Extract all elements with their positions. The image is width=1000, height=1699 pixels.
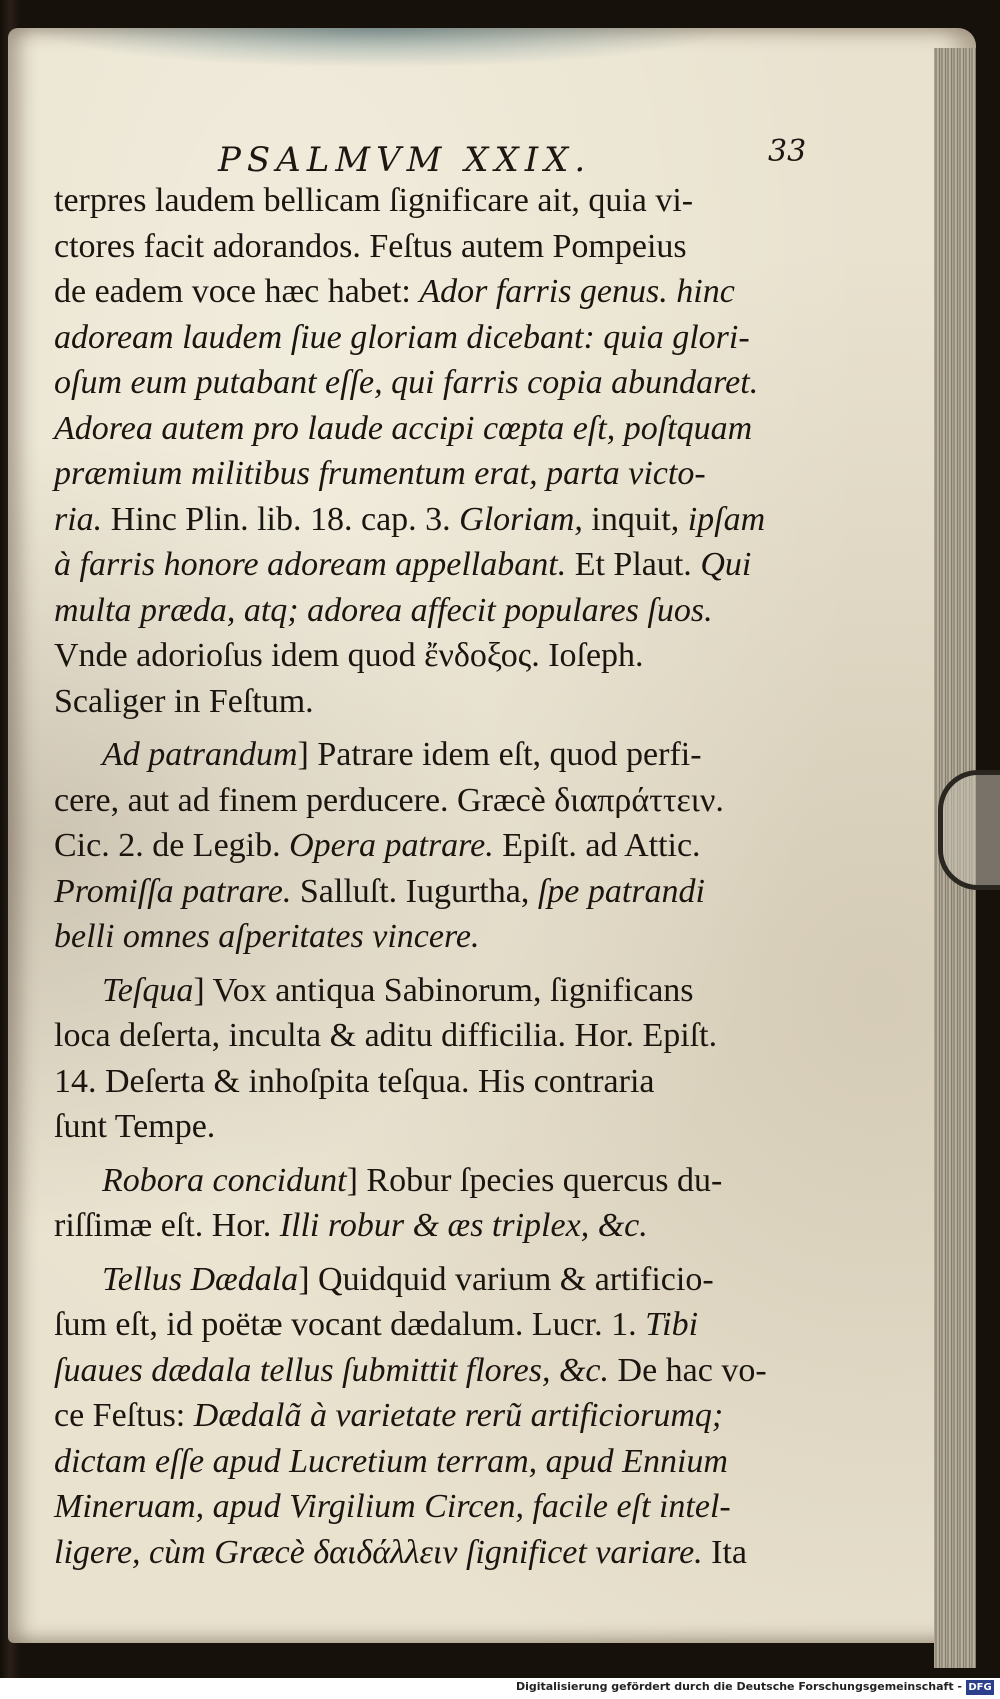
roman-text: ſunt Tempe. — [54, 1108, 216, 1145]
roman-text: terpres laudem bellicam ſignificare ait, quia vi- — [54, 182, 694, 219]
text-line — [54, 542, 824, 588]
text-line — [54, 1348, 824, 1394]
footer-credit: Digitalisierung gefördert durch die Deutsche Forschungsgemeinschaft - — [515, 1680, 962, 1693]
running-head-title: PSALMVM XXIX. — [218, 140, 592, 180]
roman-text: Ita — [702, 1533, 748, 1571]
italic-text: Adorea autem pro laude accipi cœpta eſt, poſtquam — [54, 409, 753, 447]
roman-text: Scaliger in Feſtum. — [54, 682, 314, 720]
roman-text: cere, aut ad finem perducere. Græcè διαπράττειν. — [54, 781, 724, 819]
water-stain — [28, 28, 728, 68]
roman-text: Vnde adorioſus idem quod ἔνδοξος. Ioſeph. — [54, 637, 644, 674]
text-line — [54, 1203, 824, 1249]
body-text — [54, 178, 824, 1575]
text-line — [54, 1439, 824, 1485]
text-line — [54, 360, 824, 406]
text-line — [54, 1530, 824, 1576]
roman-text: ſum eſt, id poëtæ vocant dædalum. Lucr. 1. — [54, 1306, 646, 1343]
text-line — [54, 778, 824, 824]
italic-text: ſuaues dædala tellus ſubmittit flores, &c. — [54, 1351, 610, 1389]
roman-text: ] Robur ſpecies quercus du- — [346, 1161, 723, 1199]
text-line — [54, 315, 824, 361]
roman-text: ] Quidquid varium & artificio- — [298, 1260, 714, 1298]
roman-text: ] Patrare idem eſt, quod perfi- — [297, 736, 702, 773]
roman-text: 14. Deſerta & inhoſpita teſqua. His contraria — [54, 1062, 655, 1100]
text-line — [54, 1158, 824, 1204]
italic-text: Robora concidunt — [102, 1161, 347, 1199]
italic-text: ria. — [54, 500, 103, 538]
italic-text: Qui — [700, 546, 752, 583]
text-line — [54, 406, 824, 452]
paragraph-gap — [54, 960, 824, 968]
roman-text: De hac vo- — [609, 1351, 767, 1389]
dfg-logo: DFG — [966, 1680, 994, 1695]
text-line — [54, 1393, 824, 1439]
italic-text: ligere, cùm Græcè δαιδάλλειν ſignificet variare. — [54, 1533, 703, 1571]
text-line — [54, 679, 824, 725]
text-line — [54, 224, 824, 270]
roman-text: Hinc Plin. lib. 18. cap. 3. — [102, 500, 460, 538]
text-line — [54, 869, 824, 915]
roman-text: Et Plaut. — [566, 546, 701, 583]
italic-text: Dædalã à varietate rerũ artificiorumq; — [193, 1397, 724, 1434]
clasp — [938, 770, 1000, 890]
text-line — [54, 1059, 824, 1105]
roman-text: inquit, — [582, 500, 688, 538]
italic-text: Ador farris genus. hinc — [419, 273, 735, 310]
text-line — [54, 1013, 824, 1059]
text-line — [54, 914, 824, 960]
paragraph-gap — [54, 724, 824, 732]
italic-text: ipſam — [687, 500, 766, 538]
roman-text: Cic. 2. de Legib. — [54, 827, 290, 864]
italic-text: Mineruam, apud Virgilium Circen, facile eſt intel- — [54, 1488, 731, 1525]
paragraph-gap — [54, 1150, 824, 1158]
italic-text: ſpe patrandi — [537, 872, 706, 910]
text-line — [54, 1257, 824, 1303]
italic-text: à farris honore adoream appellabant. — [54, 546, 567, 583]
roman-text: ] Vox antiqua Sabinorum, ſignificans — [193, 971, 694, 1009]
italic-text: præmium militibus frumentum erat, parta victo- — [54, 455, 706, 492]
italic-text: Ad patrandum — [102, 736, 298, 773]
italic-text: multa præda, atq; adorea affecit populares ſuos. — [54, 591, 713, 629]
italic-text: Teſqua — [102, 971, 194, 1009]
italic-text: belli omnes aſperitates vincere. — [54, 918, 480, 955]
roman-text: Epiſt. ad Attic. — [493, 827, 701, 864]
text-line — [54, 178, 824, 224]
italic-text: Illi robur & æs triplex, &c. — [279, 1207, 648, 1244]
roman-text: Salluſt. Iugurtha, — [291, 872, 538, 910]
text-line — [54, 1484, 824, 1530]
text-line — [54, 1104, 824, 1150]
italic-text: Gloriam, — [459, 500, 583, 538]
italic-text: oſum eum putabant eſſe, qui farris copia abundaret. — [54, 364, 759, 401]
text-line — [54, 1302, 824, 1348]
roman-text: loca deſerta, inculta & aditu difficilia. Hor. Epiſt. — [54, 1017, 718, 1054]
italic-text: Promiſſa patrare. — [54, 872, 292, 910]
text-line — [54, 633, 824, 679]
italic-text: Tibi — [645, 1306, 699, 1343]
text-line — [54, 968, 824, 1014]
text-line — [54, 451, 824, 497]
paragraph-gap — [54, 1249, 824, 1257]
text-line — [54, 732, 824, 778]
roman-text: riſſimæ eſt. Hor. — [54, 1207, 280, 1244]
italic-text: Tellus Dædala — [102, 1260, 299, 1298]
text-line — [54, 269, 824, 315]
book-page — [8, 28, 976, 1643]
roman-text: ctores facit adorandos. Feſtus autem Pompeius — [54, 227, 687, 265]
italic-text: dictam eſſe apud Lucretium terram, apud Ennium — [54, 1442, 728, 1480]
italic-text: Opera patrare. — [289, 827, 494, 864]
roman-text: ce Feſtus: — [54, 1397, 194, 1434]
italic-text: adoream laudem ſiue gloriam dicebant: quia glori- — [54, 318, 750, 356]
page-number: 33 — [768, 134, 807, 169]
text-line — [54, 588, 824, 634]
digitization-footer — [0, 1678, 1000, 1699]
text-line — [54, 497, 824, 543]
text-line — [54, 823, 824, 869]
roman-text: de eadem voce hæc habet: — [54, 273, 420, 310]
